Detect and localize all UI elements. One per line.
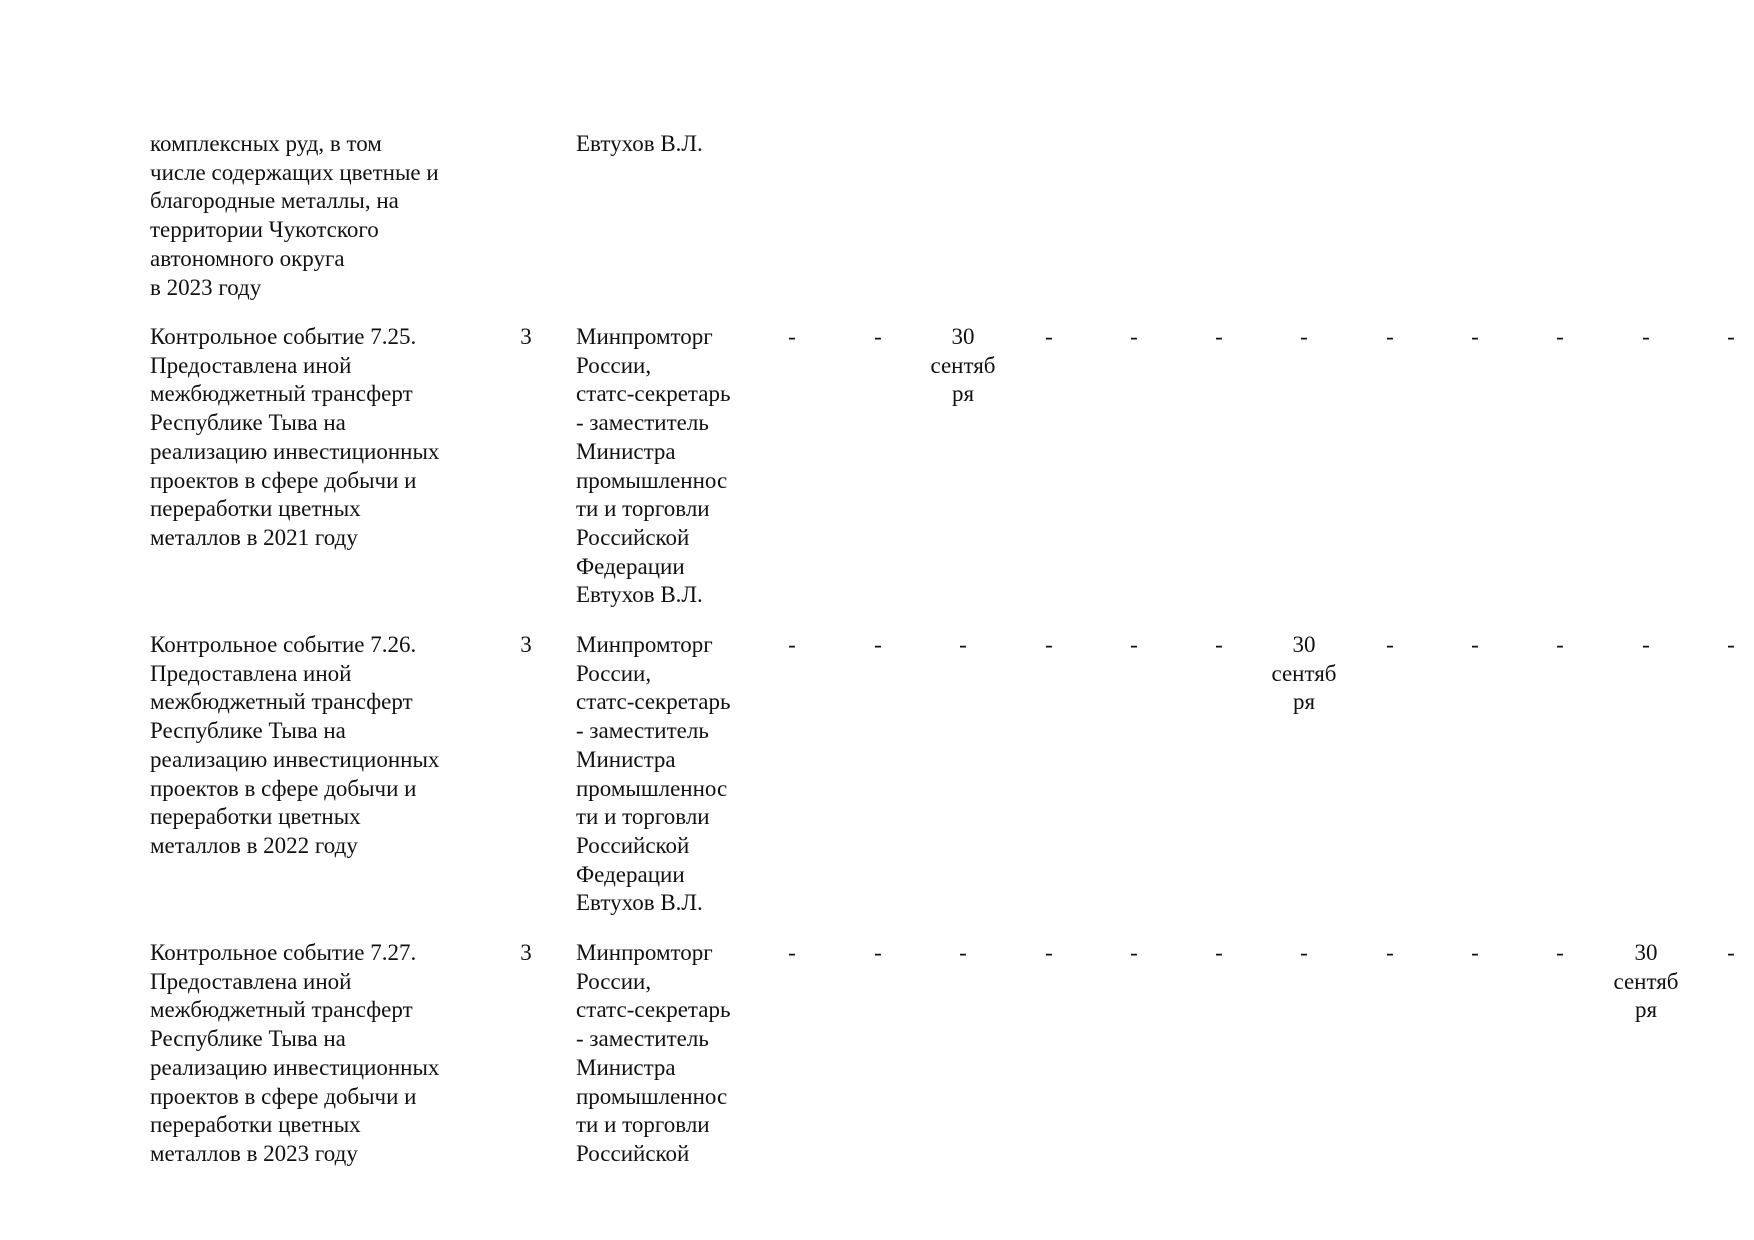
schedule-cell: -: [1130, 632, 1138, 657]
schedule-cell: -: [959, 632, 967, 657]
schedule-cell: -: [1130, 324, 1138, 349]
schedule-cell: -: [1300, 940, 1308, 965]
schedule-cell: -: [1045, 940, 1053, 965]
schedule-cell: -: [874, 632, 882, 657]
schedule-cell: -: [1045, 324, 1053, 349]
event-description: Контрольное событие 7.27. Предоставлена иной межбюджетный трансферт Республике Тыва на реализацию инвестиционных проектов в сфере добычи и переработки цветных металлов в 2023 году: [150, 940, 440, 1166]
schedule-cell: -: [1642, 324, 1650, 349]
schedule-cell: 30 сентяб ря: [1613, 940, 1679, 1023]
schedule-cell: -: [788, 632, 796, 657]
schedule-cell: -: [874, 940, 882, 965]
schedule-cell: -: [1471, 940, 1479, 965]
schedule-cell: -: [1386, 324, 1394, 349]
schedule-cell: -: [788, 940, 796, 965]
schedule-cell: 30 сентяб ря: [1271, 632, 1337, 715]
schedule-cell: -: [1215, 324, 1223, 349]
schedule-cell: -: [1300, 324, 1308, 349]
event-description-continued: комплексных руд, в том числе содержащих цветные и благородные металлы, на территории Чукотского автономного округа в 2023 году: [150, 131, 439, 300]
schedule-cell: -: [1471, 632, 1479, 657]
schedule-cell: -: [874, 324, 882, 349]
event-number: 3: [520, 940, 532, 965]
schedule-cell: -: [1556, 632, 1564, 657]
schedule-cell: -: [1215, 632, 1223, 657]
schedule-cell: -: [959, 940, 967, 965]
responsible-person-continued: Евтухов В.Л.: [576, 131, 703, 156]
schedule-cell: -: [788, 324, 796, 349]
schedule-cell: -: [1386, 632, 1394, 657]
schedule-cell: 30 сентяб ря: [930, 324, 996, 407]
schedule-cell: -: [1727, 940, 1735, 965]
schedule-cell: -: [1215, 940, 1223, 965]
responsible-person: Минпромторг России, статс-секретарь - заместитель Министра промышленнос ти и торговли Российской: [576, 940, 731, 1166]
schedule-cell: -: [1386, 940, 1394, 965]
event-description: Контрольное событие 7.26. Предоставлена иной межбюджетный трансферт Республике Тыва на реализацию инвестиционных проектов в сфере добычи и переработки цветных металлов в 2022 году: [150, 632, 440, 858]
schedule-cell: -: [1045, 632, 1053, 657]
responsible-person: Минпромторг России, статс-секретарь - заместитель Министра промышленнос ти и торговли Российской Федерации Евтухов В.Л.: [576, 632, 731, 916]
schedule-cell: -: [1727, 324, 1735, 349]
event-number: 3: [520, 324, 532, 349]
schedule-cell: -: [1727, 632, 1735, 657]
schedule-cell: -: [1130, 940, 1138, 965]
responsible-person: Минпромторг России, статс-секретарь - заместитель Министра промышленнос ти и торговли Российской Федерации Евтухов В.Л.: [576, 324, 731, 608]
schedule-cell: -: [1556, 324, 1564, 349]
schedule-cell: -: [1471, 324, 1479, 349]
schedule-cell: -: [1642, 632, 1650, 657]
event-number: 3: [520, 632, 532, 657]
schedule-cell: -: [1556, 940, 1564, 965]
event-description: Контрольное событие 7.25. Предоставлена иной межбюджетный трансферт Республике Тыва на реализацию инвестиционных проектов в сфере добычи и переработки цветных металлов в 2021 году: [150, 324, 440, 550]
